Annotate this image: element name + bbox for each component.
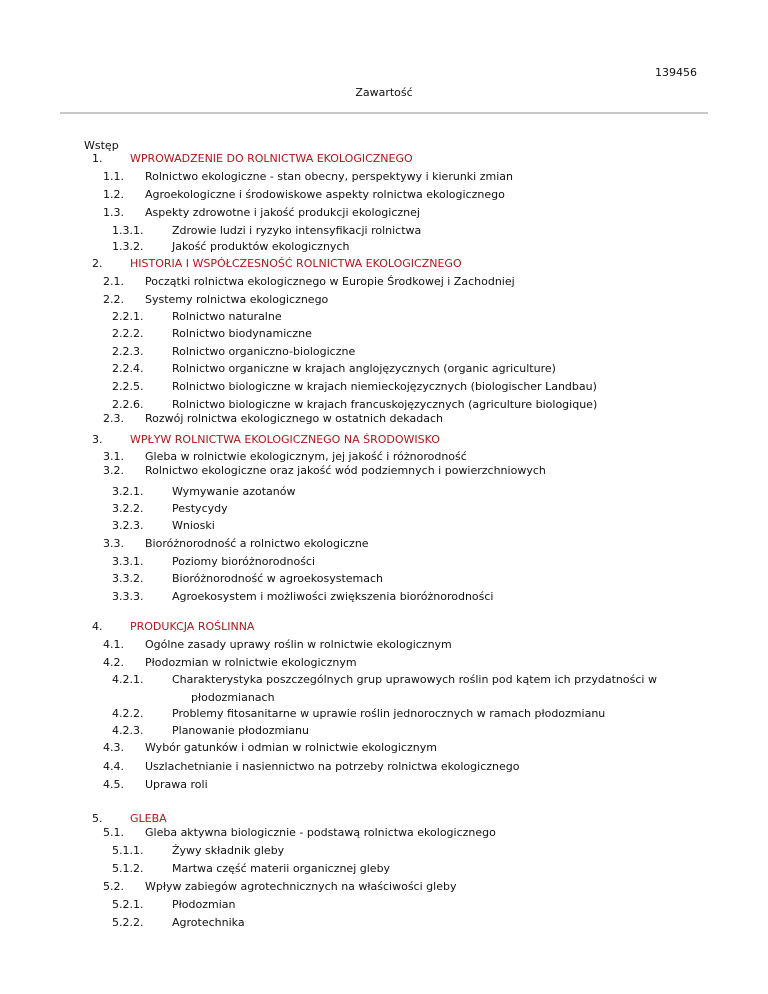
toc-number: 2.2.5. bbox=[112, 380, 144, 393]
toc-number: 3. bbox=[92, 433, 103, 446]
toc-title: Wymywanie azotanów bbox=[172, 485, 296, 498]
document-id: 139456 bbox=[655, 66, 697, 79]
toc-title: Wybór gatunków i odmian w rolnictwie ekologicznym bbox=[145, 741, 437, 754]
toc-number: 4.4. bbox=[103, 760, 124, 773]
toc-title: WPROWADZENIE DO ROLNICTWA EKOLOGICZNEGO bbox=[130, 152, 413, 165]
toc-title: Poziomy bioróżnorodności bbox=[172, 555, 316, 568]
toc-number: 3.3. bbox=[103, 537, 124, 550]
toc-title: Rozwój rolnictwa ekologicznego w ostatnich dekadach bbox=[145, 412, 443, 425]
toc-title: Rolnictwo naturalne bbox=[172, 310, 282, 323]
toc-number: 2.2. bbox=[103, 293, 124, 306]
toc-number: 4.5. bbox=[103, 778, 124, 791]
toc-number: 3.2.2. bbox=[112, 502, 144, 515]
toc-title: Uszlachetnianie i nasiennictwo na potrzeby rolnictwa ekologicznego bbox=[145, 760, 520, 773]
toc-number: 3.2. bbox=[103, 464, 124, 477]
toc-title: Aspekty zdrowotne i jakość produkcji ekologicznej bbox=[145, 206, 420, 219]
toc-number: 4. bbox=[92, 620, 103, 633]
toc-number: 1.3.1. bbox=[112, 224, 144, 237]
toc-title: Problemy fitosanitarne w uprawie roślin jednorocznych w ramach płodozmianu bbox=[172, 707, 606, 720]
toc-title: Bioróżnorodność a rolnictwo ekologiczne bbox=[145, 537, 369, 550]
toc-title: Wpływ zabiegów agrotechnicznych na właściwości gleby bbox=[145, 880, 457, 893]
toc-number: 3.3.1. bbox=[112, 555, 144, 568]
toc-title: Początki rolnictwa ekologicznego w Europie Środkowej i Zachodniej bbox=[145, 275, 515, 288]
toc-title: Planowanie płodozmianu bbox=[172, 724, 309, 737]
toc-title: Żywy składnik gleby bbox=[172, 844, 285, 857]
toc-title: Agrotechnika bbox=[172, 916, 245, 929]
toc-title: Agroekologiczne i środowiskowe aspekty rolnictwa ekologicznego bbox=[145, 188, 505, 201]
toc-number: 1.3.2. bbox=[112, 240, 144, 253]
toc-number: 1.2. bbox=[103, 188, 124, 201]
toc-number: 2.1. bbox=[103, 275, 124, 288]
toc-number: 3.3.2. bbox=[112, 572, 144, 585]
toc-title: Uprawa roli bbox=[145, 778, 208, 791]
toc-title: Rolnictwo ekologiczne - stan obecny, perspektywy i kierunki zmian bbox=[145, 170, 513, 183]
toc-title: Wnioski bbox=[172, 519, 215, 532]
toc-number: 3.2.3. bbox=[112, 519, 144, 532]
toc-number: 5.2. bbox=[103, 880, 124, 893]
toc-number: 4.2.3. bbox=[112, 724, 144, 737]
toc-number: 5.1.2. bbox=[112, 862, 144, 875]
toc-title: Charakterystyka poszczególnych grup uprawowych roślin pod kątem ich przydatności w bbox=[172, 673, 657, 686]
toc-title: Rolnictwo ekologiczne oraz jakość wód podziemnych i powierzchniowych bbox=[145, 464, 546, 477]
toc-intro[interactable]: Wstęp bbox=[84, 139, 119, 152]
toc-number: 4.3. bbox=[103, 741, 124, 754]
toc-title: Ogólne zasady uprawy roślin w rolnictwie ekologicznym bbox=[145, 638, 452, 651]
toc-title: Rolnictwo biologiczne w krajach niemieckojęzycznych (biologischer Landbau) bbox=[172, 380, 597, 393]
toc-number: 2.2.3. bbox=[112, 345, 144, 358]
toc-title: Systemy rolnictwa ekologicznego bbox=[145, 293, 329, 306]
toc-number: 5.2.2. bbox=[112, 916, 144, 929]
toc-number: 2.2.1. bbox=[112, 310, 144, 323]
toc-title: Płodozmian w rolnictwie ekologicznym bbox=[145, 656, 357, 669]
toc-title: Rolnictwo biodynamiczne bbox=[172, 327, 312, 340]
page-title: Zawartość bbox=[355, 86, 413, 99]
toc-title: Płodozmian bbox=[172, 898, 236, 911]
toc-title: Rolnictwo biologiczne w krajach francuskojęzycznych (agriculture biologique) bbox=[172, 398, 598, 411]
toc-number: 4.1. bbox=[103, 638, 124, 651]
toc-number: 4.2.1. bbox=[112, 673, 144, 686]
toc-title: Gleba w rolnictwie ekologicznym, jej jakość i różnorodność bbox=[145, 450, 467, 463]
toc-number: 3.3.3. bbox=[112, 590, 144, 603]
toc-number: 2.3. bbox=[103, 412, 124, 425]
toc-number: 3.1. bbox=[103, 450, 124, 463]
toc-title: Martwa część materii organicznej gleby bbox=[172, 862, 391, 875]
toc-title: WPŁYW ROLNICTWA EKOLOGICZNEGO NA ŚRODOWISKO bbox=[130, 433, 440, 446]
toc-title: Gleba aktywna biologicznie - podstawą rolnictwa ekologicznego bbox=[145, 826, 496, 839]
toc-number: 2. bbox=[92, 257, 103, 270]
toc-title-continuation: płodozmianach bbox=[191, 691, 275, 704]
toc-title: Agroekosystem i możliwości zwiększenia bioróżnorodności bbox=[172, 590, 494, 603]
toc-number: 1.3. bbox=[103, 206, 124, 219]
toc-number: 5.1.1. bbox=[112, 844, 144, 857]
toc-title: PRODUKCJA ROŚLINNA bbox=[130, 620, 255, 633]
toc-title: HISTORIA I WSPÓŁCZESNOŚĆ ROLNICTWA EKOLOGICZNEGO bbox=[130, 257, 462, 270]
toc-number: 3.2.1. bbox=[112, 485, 144, 498]
toc-number: 5.2.1. bbox=[112, 898, 144, 911]
toc-number: 1.1. bbox=[103, 170, 124, 183]
toc-number: 5. bbox=[92, 812, 103, 825]
toc-title: Pestycydy bbox=[172, 502, 228, 515]
toc-number: 4.2.2. bbox=[112, 707, 144, 720]
toc-title: GLEBA bbox=[130, 812, 167, 825]
toc-title: Bioróżnorodność w agroekosystemach bbox=[172, 572, 384, 585]
toc-title: Rolnictwo organiczne w krajach anglojęzycznych (organic agriculture) bbox=[172, 362, 556, 375]
toc-title: Rolnictwo organiczno-biologiczne bbox=[172, 345, 356, 358]
toc-number: 2.2.6. bbox=[112, 398, 144, 411]
toc-title: Jakość produktów ekologicznych bbox=[172, 240, 350, 253]
toc-number: 4.2. bbox=[103, 656, 124, 669]
toc-number: 2.2.4. bbox=[112, 362, 144, 375]
toc-number: 5.1. bbox=[103, 826, 124, 839]
toc-title: Zdrowie ludzi i ryzyko intensyfikacji rolnictwa bbox=[172, 224, 422, 237]
toc-number: 1. bbox=[92, 152, 103, 165]
toc-number: 2.2.2. bbox=[112, 327, 144, 340]
